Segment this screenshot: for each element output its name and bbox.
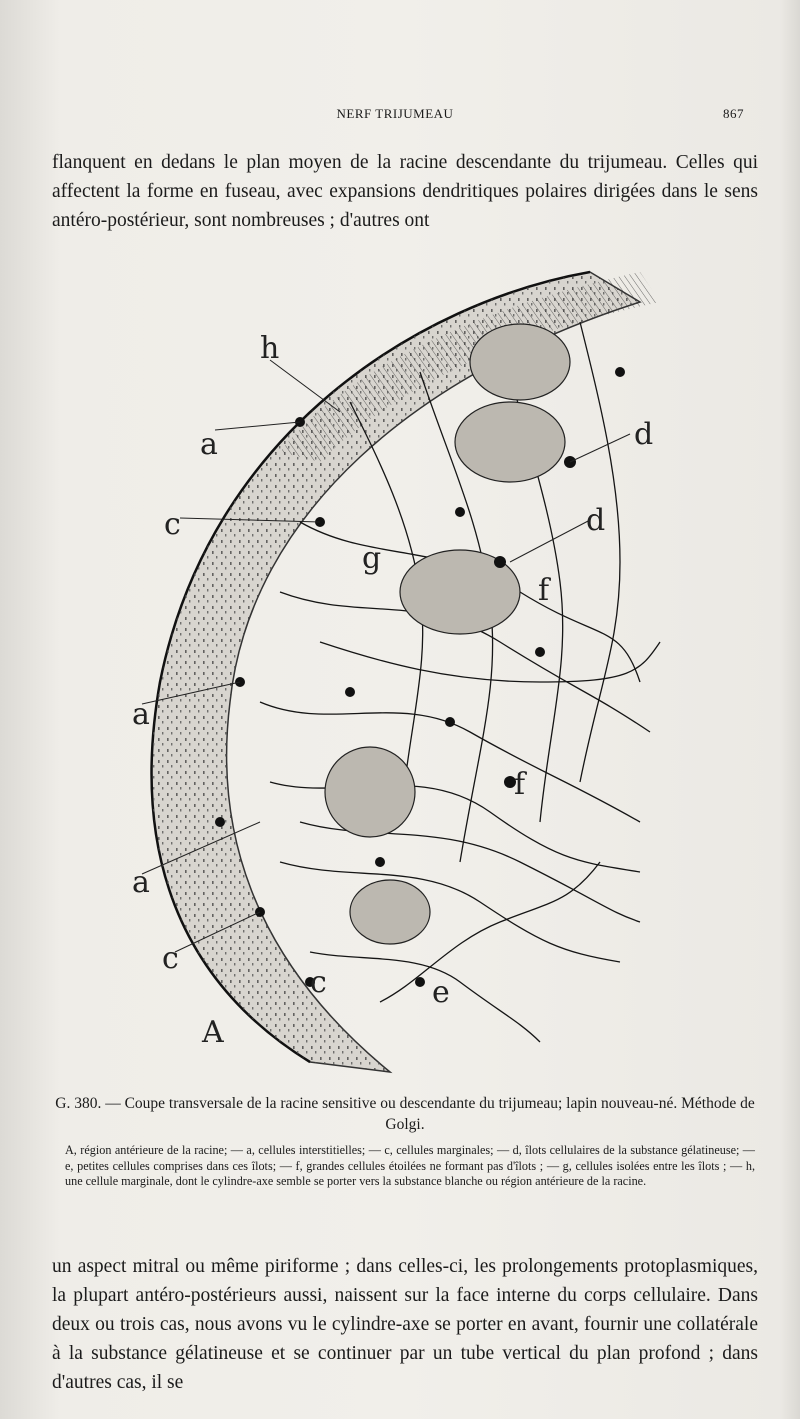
- label-a-2: a: [132, 697, 150, 732]
- figure-legend-text: A, région antérieure de la racine; — a, cellules interstitielles; — c, cellules marginales; — d, îlots cellulaires de la substance gélatineuse; — e, petites cellules comprises dans ces îlots; — f, grandes cellules étoilées ne formant pas d'îlots ; — g, cellules isolées entre les îlots ; — h, une cellule marginale, dont le cylindre-axe semble se porter vers la substance blanche ou région antérieure de la racine.: [65, 1143, 755, 1188]
- label-c-3: c: [310, 965, 327, 1000]
- label-g: g: [362, 541, 382, 576]
- label-a-3: a: [132, 865, 150, 900]
- figure-illustration: [120, 262, 680, 1077]
- figure-number: G. 380. —: [55, 1095, 121, 1112]
- label-c-1: c: [164, 507, 181, 542]
- golgi-section-drawing: [120, 262, 680, 1077]
- label-d-1: d: [634, 417, 654, 452]
- running-title: NERF TRIJUMEAU: [336, 106, 454, 121]
- figure-caption: [50, 1093, 760, 1135]
- label-f-1: f: [538, 573, 550, 608]
- label-c-2: c: [162, 941, 179, 976]
- running-header: [40, 106, 750, 126]
- label-d-2: d: [586, 503, 606, 538]
- figure-legend: [65, 1143, 755, 1190]
- top-paragraph-text: flanquent en dedans le plan moyen de la racine descendante du trijumeau. Celles qui affectent la forme en fuseau, avec expansions dendritiques polaires dirigées dans le sens antéro-postérieur, sont nombreuses ; d'autres ont: [52, 152, 758, 231]
- bottom-paragraph-text: un aspect mitral ou même piriforme ; dans celles-ci, les prolongements protoplasmiques, la plupart antéro-postérieurs aussi, naissent sur la face interne du corps cellulaire. Dans deux ou trois cas, nous avons vu le cylindre-axe se porter en avant, fournir une collatérale à la substance gélatineuse et se continuer par un tube vertical du plan profond ; dans d'autres cas, il se: [52, 1256, 758, 1393]
- bottom-paragraph: [52, 1252, 758, 1397]
- label-f-2: f: [514, 767, 526, 802]
- label-A: A: [202, 1015, 224, 1050]
- page-number: 867: [723, 106, 744, 121]
- label-e: e: [432, 975, 450, 1010]
- label-a-1: a: [200, 427, 218, 462]
- figure-caption-text: Coupe transversale de la racine sensitive ou descendante du trijumeau; lapin nouveau-né. Méthode de Golgi.: [124, 1095, 755, 1133]
- top-paragraph: [52, 148, 758, 235]
- label-h: h: [260, 331, 280, 366]
